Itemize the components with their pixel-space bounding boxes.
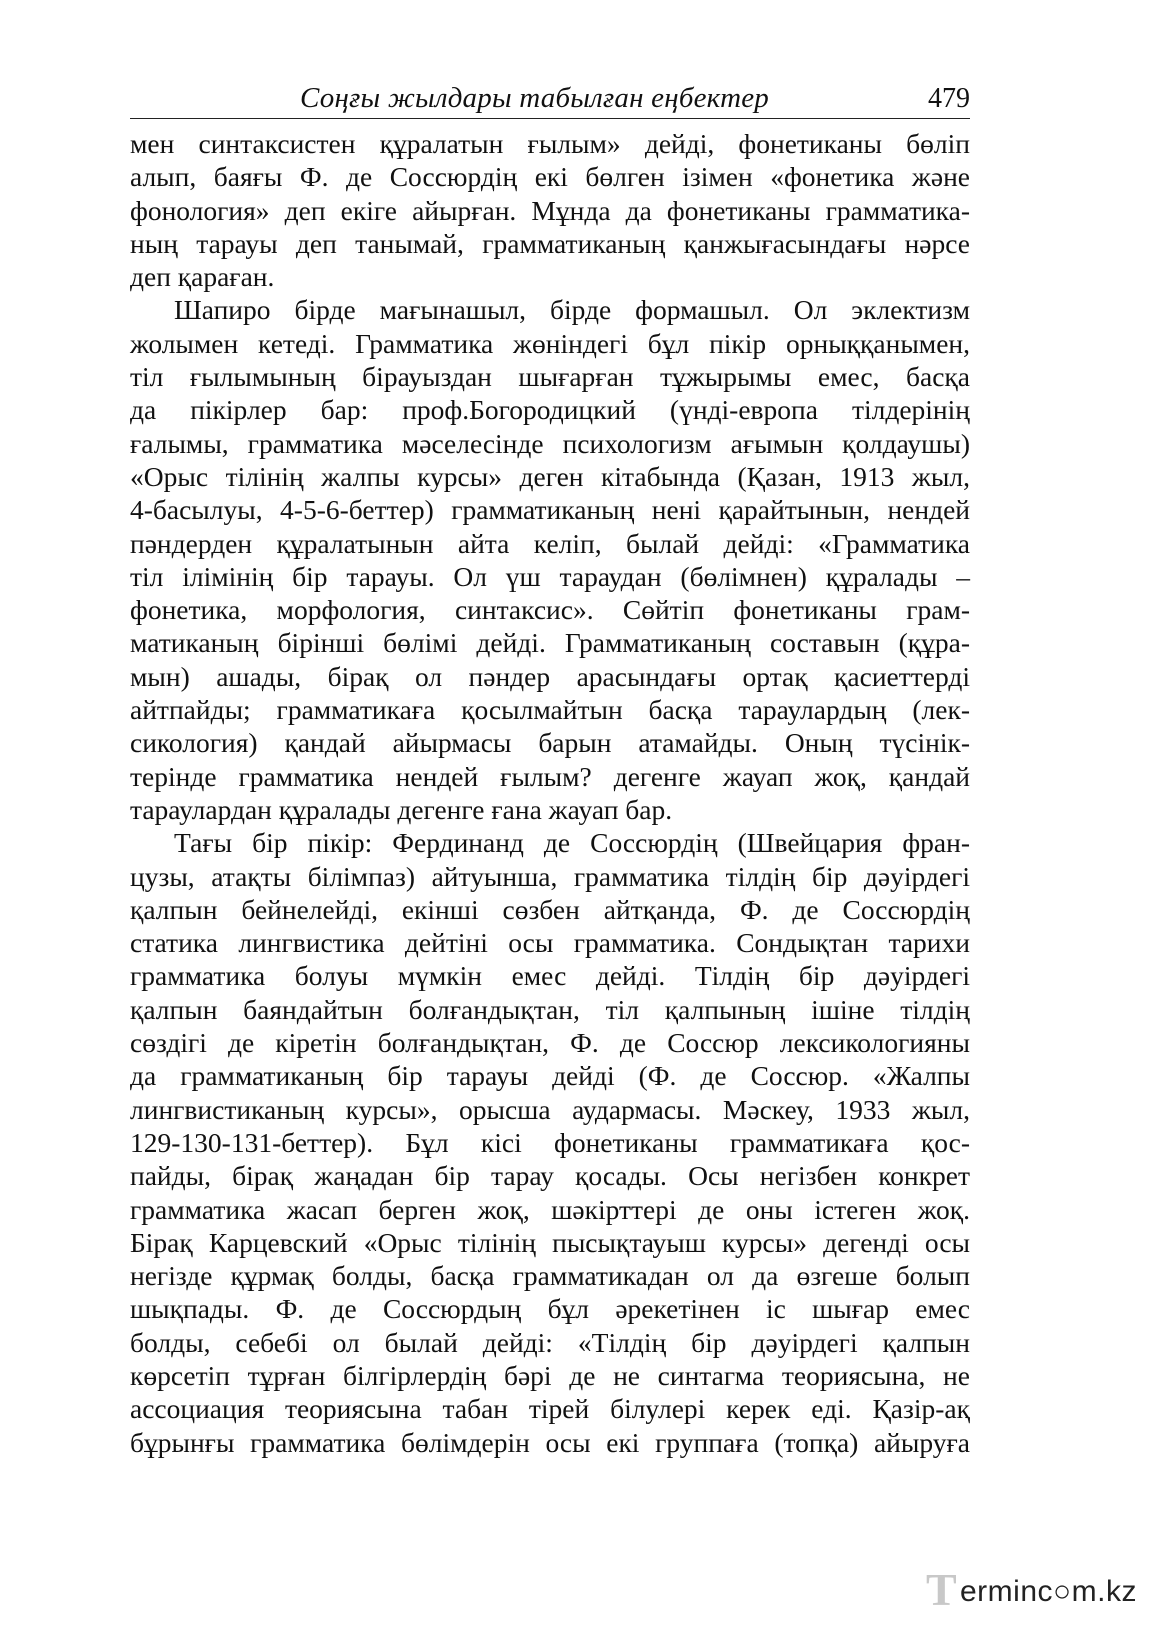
text-line: сикология) қандай айырмасы барын атамайды. Оның түсінік- <box>130 727 970 759</box>
text-line: жолымен кетеді. Грамматика жөніндегі бұл пікір орныққанымен, <box>130 327 970 359</box>
watermark-text: erminc○m.kz <box>960 1575 1137 1608</box>
text-line: шықпады. Ф. де Соссюрдың бұл әрекетінен іс шығар емес <box>130 1293 970 1325</box>
text-line: фонология» деп екіге айырған. Мұнда да фонетиканы грамматика- <box>130 194 970 226</box>
text-line: грамматика болуы мүмкін емес дейді. Тілдің бір дәуірдегі <box>130 960 970 992</box>
text-line: да грамматиканың бір тарауы дейді (Ф. де Соссюр. «Жалпы <box>130 1060 970 1092</box>
running-title: Соңғы жылдары табылған еңбектер <box>300 82 769 114</box>
text-line: тіл ілімінің бір тарауы. Ол үш тараудан (бөлімнен) құралады – <box>130 560 970 592</box>
body-text <box>130 127 970 1459</box>
text-line: қалпын бейнелейді, екінші сөзбен айтқанда, Ф. де Соссюрдің <box>130 893 970 925</box>
text-line: бұрынғы грамматика бөлімдерін осы екі группаға (топқа) айыруға <box>130 1426 970 1458</box>
text-line: ның тарауы деп танымай, грамматиканың қанжығасындағы нәрсе <box>130 227 970 259</box>
running-header <box>130 80 970 119</box>
text-line: пайды, бірақ жаңадан бір тарау қосады. Осы негізбен конкрет <box>130 1160 970 1192</box>
text-line: статика лингвистика дейтіні осы грамматика. Сондықтан тарихи <box>130 927 970 959</box>
text-line: матиканың бірінші бөлімі дейді. Грамматиканың составын (құра- <box>130 627 970 659</box>
text-line: фонетика, морфология, синтаксис». Сөйтіп фонетиканы грам- <box>130 594 970 626</box>
text-line: «Орыс тілінің жалпы курсы» деген кітабында (Қазан, 1913 жыл, <box>130 460 970 492</box>
text-line: 129-130-131-беттер). Бұл кісі фонетиканы грамматикаға қос- <box>130 1126 970 1158</box>
text-line: цузы, атақты білімпаз) айтуынша, грамматика тілдің бір дәуірдегі <box>130 860 970 892</box>
text-line: грамматика жасап берген жоқ, шәкірттері де оны істеген жоқ. <box>130 1193 970 1225</box>
text-line: пәндерден құралатынын айта келіп, былай дейді: «Грамматика <box>130 527 970 559</box>
text-line: ғалымы, грамматика мәселесінде психологизм ағымын қолдаушы) <box>130 427 970 459</box>
text-line: Шапиро бірде мағынашыл, бірде формашыл. Ол эклектизм <box>174 294 970 326</box>
page-number: 479 <box>928 83 970 114</box>
text-line: тараулардан құралады дегенге ғана жауап бар. <box>130 793 673 825</box>
text-line: Тағы бір пікір: Фердинанд де Соссюрдің (Швейцария фран- <box>174 827 970 859</box>
text-line: алып, баяғы Ф. де Соссюрдің екі бөлген ізімен «фонетика және <box>130 161 970 193</box>
watermark-logo-letter: T <box>926 1564 957 1615</box>
text-line: Бірақ Карцевский «Орыс тілінің пысықтауыш курсы» дегенді осы <box>130 1226 970 1258</box>
text-line: ассоциация теориясына табан тірей білулері керек еді. Қазір-ақ <box>130 1393 970 1425</box>
text-line: мын) ашады, бірақ ол пәндер арасындағы ортақ қасиеттерді <box>130 660 970 692</box>
text-line: негізде құрмақ болды, басқа грамматикадан ол да өзгеше болып <box>130 1260 970 1292</box>
text-line: болды, себебі ол былай дейді: «Тілдің бір дәуірдегі қалпын <box>130 1326 970 1358</box>
text-line: тіл ғылымының бірауыздан шығарған тұжырымы емес, басқа <box>130 361 970 393</box>
text-line: сөздігі де кіретін болғандықтан, Ф. де Соссюр лексикологияны <box>130 1027 970 1059</box>
text-line: лингвистиканың курсы», орысша аудармасы. Мәскеу, 1933 жыл, <box>130 1093 970 1125</box>
text-line: терінде грамматика нендей ғылым? дегенге жауап жоқ, қандай <box>130 760 970 792</box>
text-line: мен синтаксистен құралатын ғылым» дейді, фонетиканы бөліп <box>130 128 970 159</box>
text-line: көрсетіп тұрған білгірлердің бәрі де не синтагма теориясына, не <box>130 1359 970 1391</box>
text-line: айтпайды; грамматикаға қосылмайтын басқа тараулардың (лек- <box>130 694 970 726</box>
termincom-watermark <box>926 1564 1137 1615</box>
text-line: деп қараған. <box>130 261 275 293</box>
text-line: қалпын баяндайтын болғандықтан, тіл қалпының ішіне тілдің <box>130 993 970 1025</box>
text-line: 4-басылуы, 4-5-6-беттер) грамматиканың нені қарайтынын, нендей <box>130 494 970 526</box>
text-line: да пікірлер бар: проф.Богородицкий (үнді-европа тілдерінің <box>130 394 970 426</box>
